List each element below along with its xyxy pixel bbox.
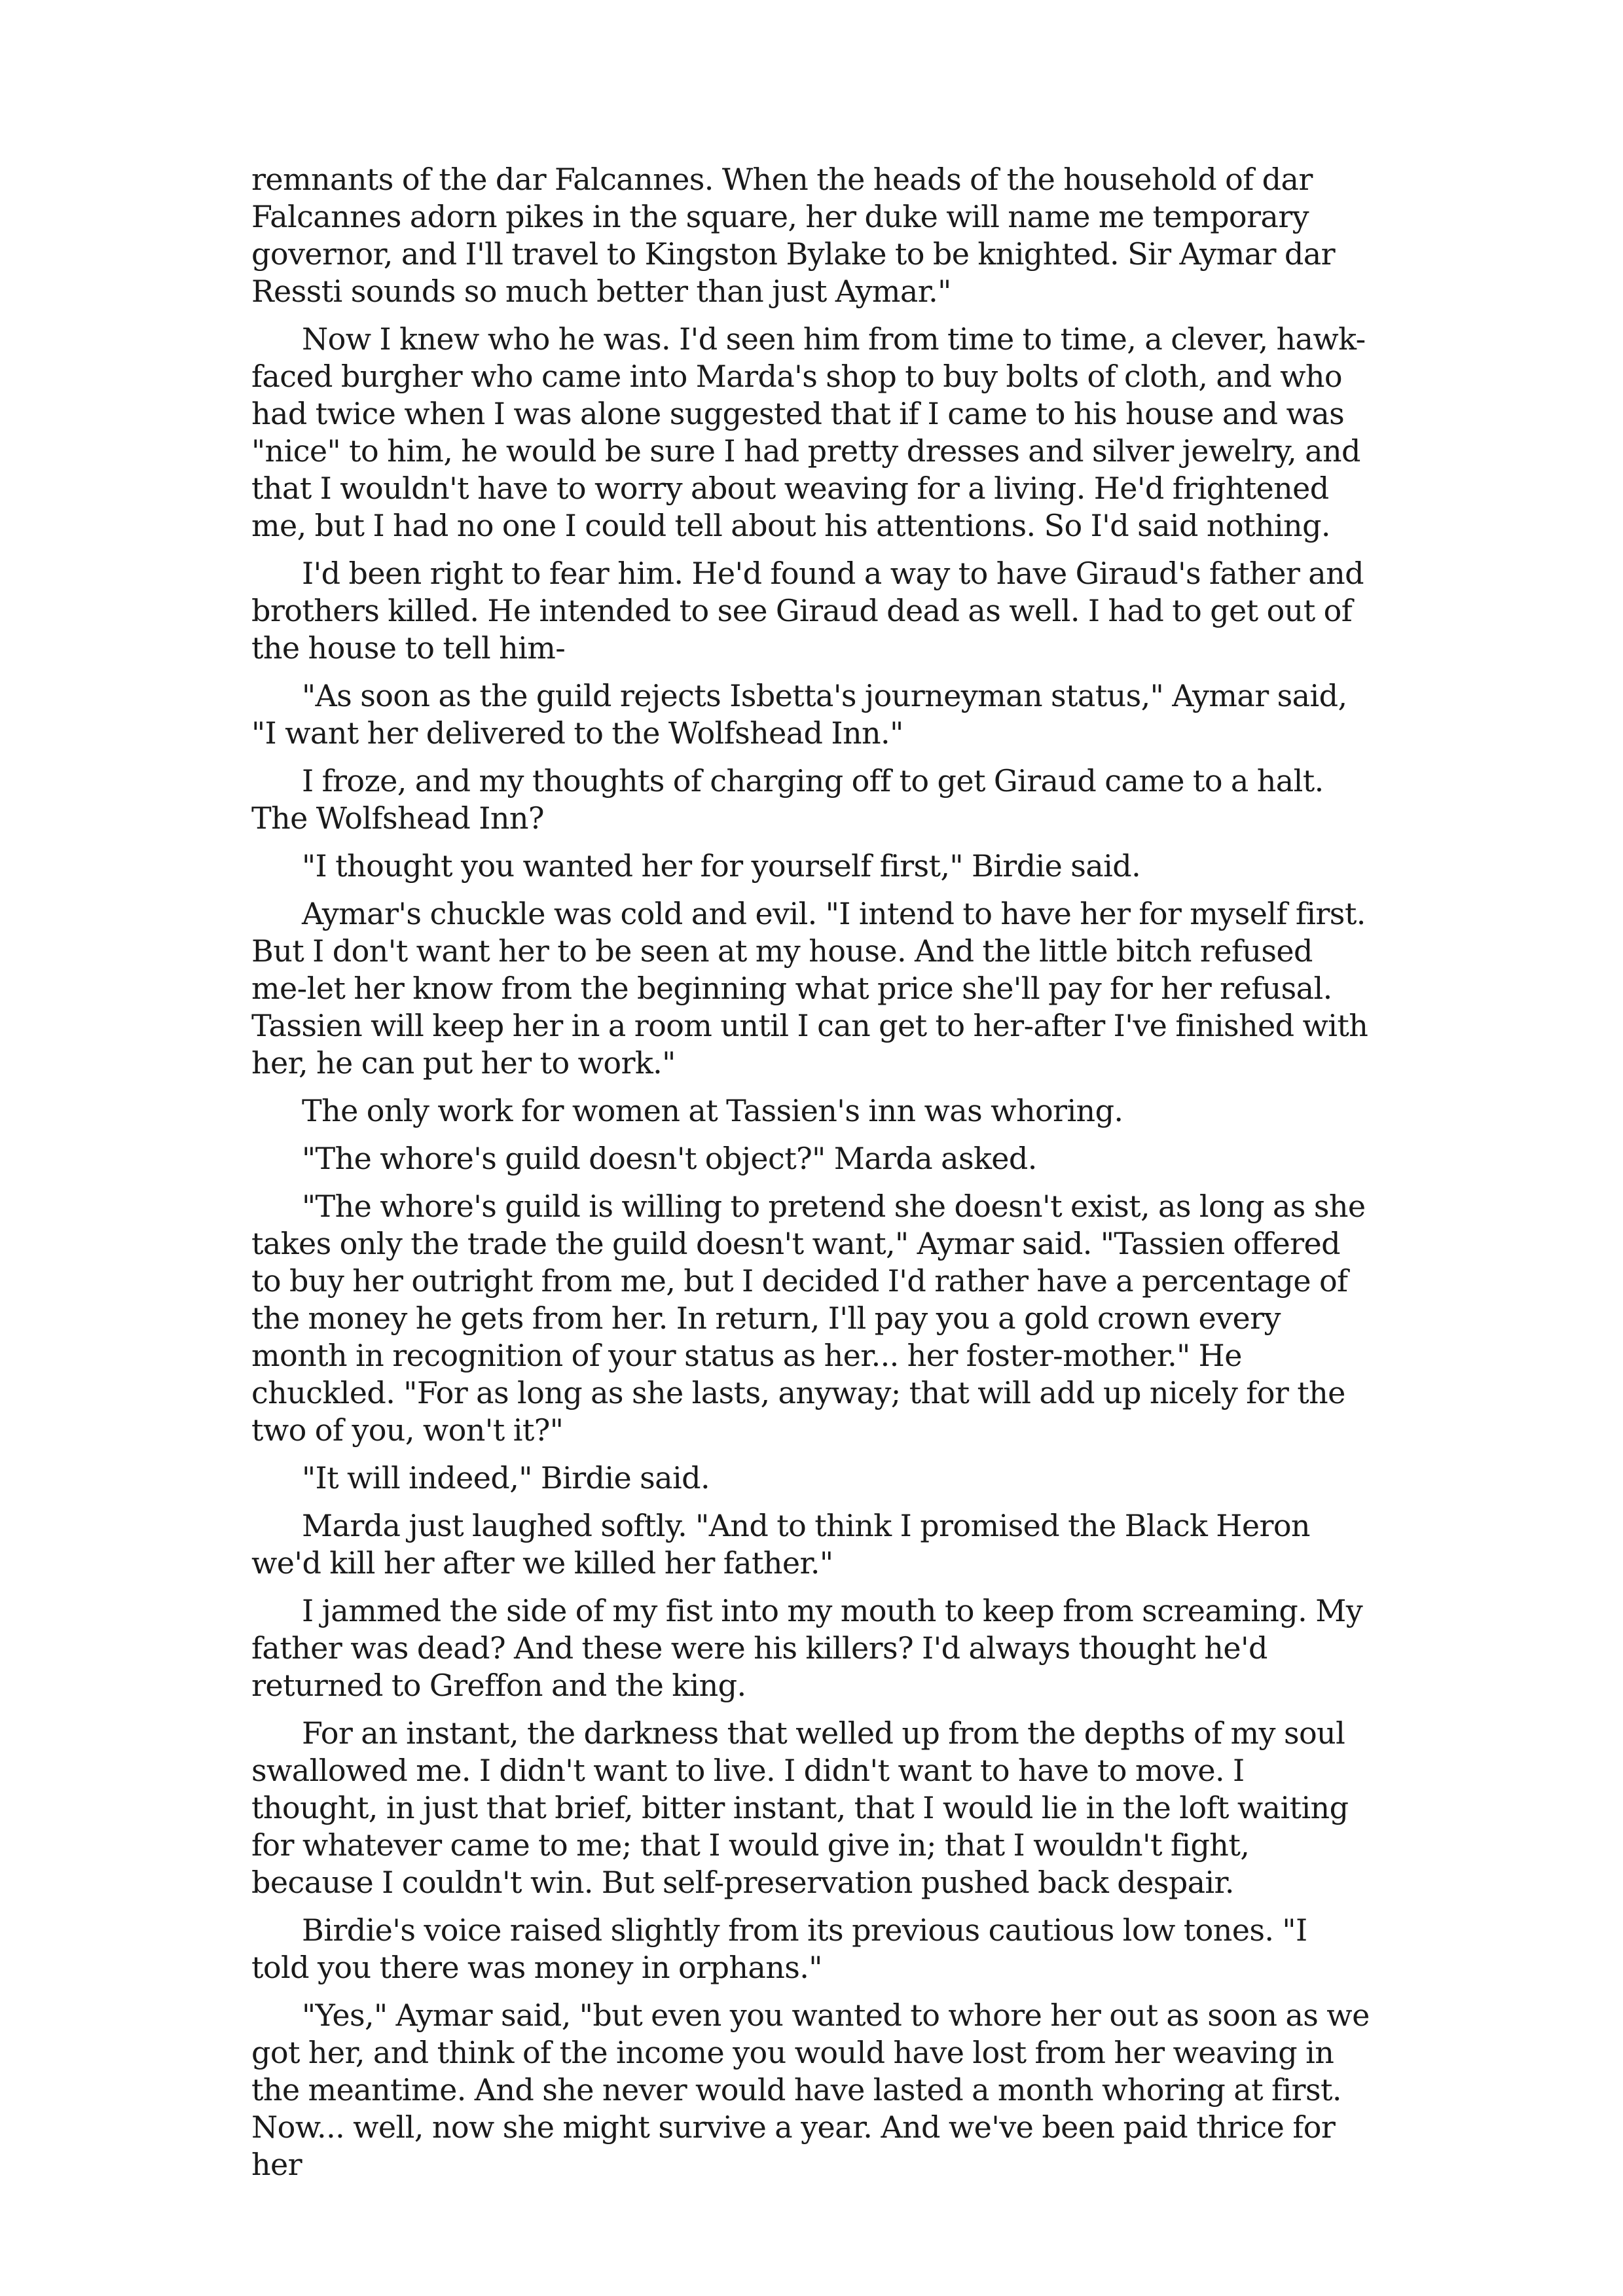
body-text [251,161,1371,2194]
paragraph: "I thought you wanted her for yourself first," Birdie said. [302,848,1141,884]
paragraph: "The whore's guild doesn't object?" Marda asked. [302,1141,1037,1176]
paragraph: I'd been right to fear him. He'd found a way to have Giraud's father and brothers killed. He intended to see Giraud dead as well. I had to get out of the house to tell him- [251,556,1364,666]
paragraph: "It will indeed," Birdie said. [302,1460,710,1496]
paragraph: I froze, and my thoughts of charging off to get Giraud came to a halt. The Wolfshead Inn? [251,763,1324,836]
paragraph: "Yes," Aymar said, "but even you wanted to whore her out as soon as we got her, and think of the income you would have lost from her weaving in the meantime. And she never would have lasted a month whoring at first. Now... well, now she might survive a year. And we've been paid thrice for her [251,1998,1370,2182]
paragraph: Marda just laughed softly. "And to think I promised the Black Heron we'd kill her after we killed her father." [251,1508,1310,1581]
paragraph: For an instant, the darkness that welled up from the depths of my soul swallowed me. I didn't want to live. I didn't want to have to move. I thought, in just that brief, bitter instant, that I would lie in the loft waiting for whatever came to me; that I would give in; that I wouldn't fight, because I couldn't win. But self-preservation pushed back despair. [251,1715,1349,1900]
paragraph: Aymar's chuckle was cold and evil. "I intend to have her for myself first. But I don't want her to be seen at my house. And the little bitch refused me-let her know from the beginning what price she'll pay for her refusal. Tassien will keep her in a room until I can get to her-after I've finished with her, he can put her to work." [251,896,1368,1081]
paragraph: Birdie's voice raised slightly from its previous cautious low tones. "I told you there was money in orphans." [251,1912,1307,1985]
paragraph: The only work for women at Tassien's inn was whoring. [302,1093,1123,1128]
paragraph: remnants of the dar Falcannes. When the heads of the household of dar Falcannes adorn pikes in the square, her duke will name me temporary governor, and I'll travel to Kingston Bylake to be knighted. Sir Aymar dar Ressti sounds so much better than just Aymar." [251,162,1335,309]
paragraph: I jammed the side of my fist into my mouth to keep from screaming. My father was dead? And these were his killers? I'd always thought he'd returned to Greffon and the king. [251,1593,1363,1703]
paragraph: "The whore's guild is willing to pretend she doesn't exist, as long as she takes only the trade the guild doesn't want," Aymar said. "Tassien offered to buy her outright from me, but I decided I'd rather have a percentage of the money he gets from her. In return, I'll pay you a gold crown every month in recognition of your status as her... her foster-mother." He chuckled. "For as long as she lasts, anyway; that will add up nicely for the two of you, won't it?" [251,1189,1366,1448]
paragraph: "As soon as the guild rejects Isbetta's journeyman status," Aymar said, "I want her delivered to the Wolfshead Inn." [251,678,1347,751]
paragraph: Now I knew who he was. I'd seen him from time to time, a clever, hawk-faced burgher who came into Marda's shop to buy bolts of cloth, and who had twice when I was alone suggested that if I came to his house and was "nice" to him, he would be sure I had pretty dresses and silver jewelry, and that I wouldn't have to worry about weaving for a living. He'd frightened me, but I had no one I could tell about his attentions. So I'd said nothing. [251,321,1366,543]
